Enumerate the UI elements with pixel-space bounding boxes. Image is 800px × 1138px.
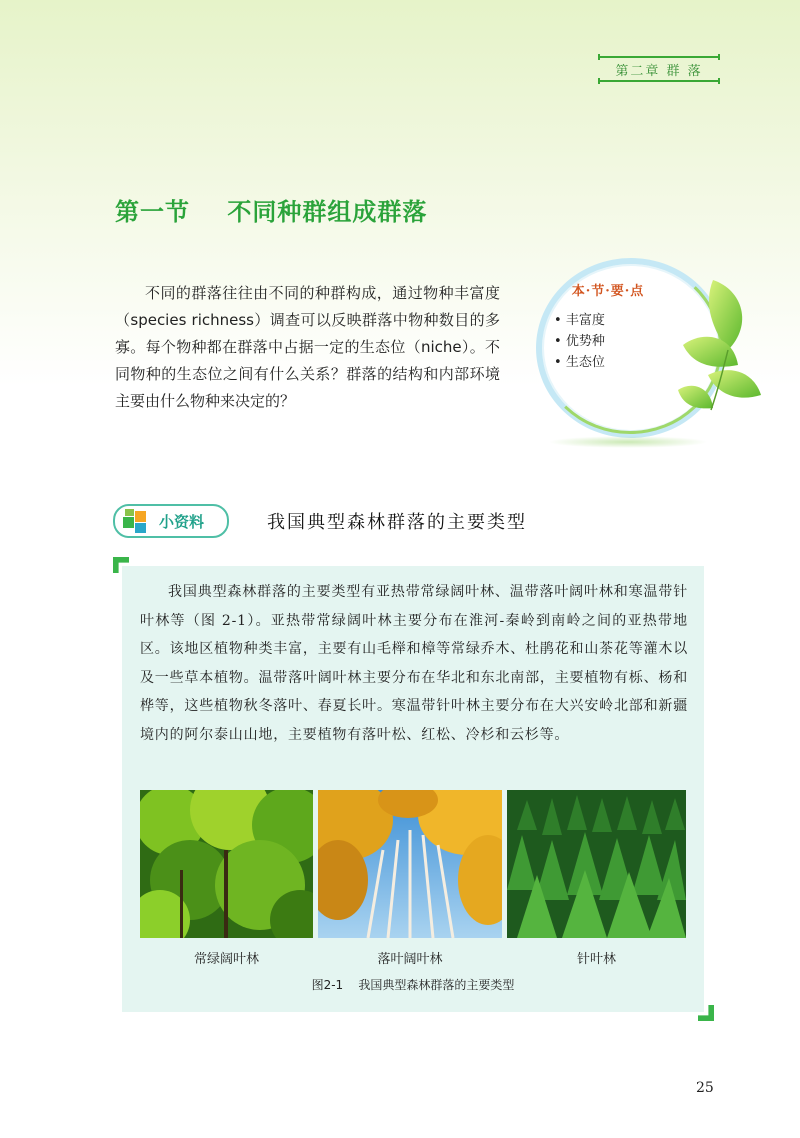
chapter-label: 第二章 群 落 [615,64,703,79]
photo-caption: 常绿阔叶林 [193,952,259,967]
key-point-item: • 生态位 [554,352,605,373]
key-points-panel [528,250,768,460]
info-badge [113,504,229,538]
figure-caption: 图2-1 我国典型森林群落的主要类型 [311,978,515,992]
section-title: 第一节 不同种群组成群落 [115,198,428,226]
key-point-item: • 优势种 [554,331,605,352]
info-title: 我国典型森林群落的主要类型 [267,512,527,533]
header-rule-top [598,56,720,58]
key-points-list [554,310,605,373]
page-number: 25 [696,1080,714,1096]
deciduous-forest-photo [318,790,502,938]
forest-photos [140,790,686,940]
puzzle-icon [121,507,155,535]
coniferous-forest-photo [507,790,686,938]
key-points-title: 本·节·要·点 [571,284,645,299]
intro-paragraph: 不同的群落往往由不同的种群构成，通过物种丰富度（species richness）调查可以反映群落中物种数目的多寡。每个物种都在群落中占据一定的生态位（niche）。不同物种的生态位之间有什么关系？群落的结构和内部环境主要由什么物种来决定的？ [115,284,500,410]
key-point-item: • 丰富度 [554,310,605,331]
key-points-shadow [548,436,708,448]
info-paragraph: 我国典型森林群落的主要类型有亚热带常绿阔叶林、温带落叶阔叶林和寒温带针叶林等（图 2-1）。亚热带常绿阔叶林主要分布在淮河-秦岭到南岭之间的亚热带地区。该地区植物种类丰富，主要有山毛榉和樟等常绿乔木、杜鹃花和山茶花等灌木以及一些草本植物。温带落叶阔叶林主要分布在华北和东北南部，主要植物有栎、杨和桦等，这些植物秋冬落叶、春夏长叶。寒温带针叶林主要分布在大兴安岭北部和新疆境内的阿尔泰山山地，主要植物有落叶松、红松、冷杉和云杉等。 [140,584,688,743]
running-header [598,54,720,84]
evergreen-forest-photo [140,790,313,938]
info-header [113,500,613,540]
header-rule-bottom [598,80,720,82]
photo-caption: 落叶阔叶林 [377,952,443,967]
photo-caption: 针叶林 [576,952,616,967]
info-badge-label: 小资料 [159,513,205,531]
leaves-icon [673,270,763,420]
